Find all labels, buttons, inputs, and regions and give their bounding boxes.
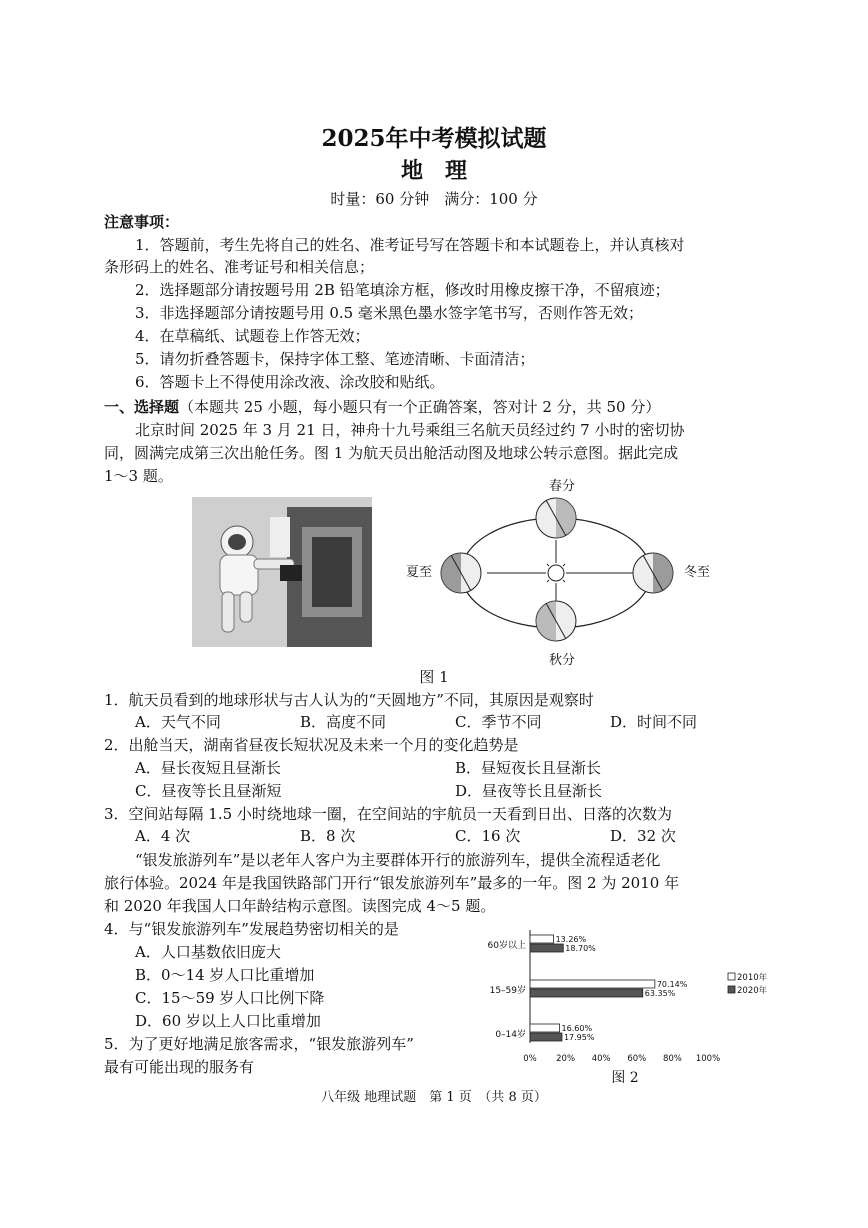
- data-label: 18.70%: [565, 944, 596, 953]
- question-2-option-a: A．昼长夜短且昼渐长: [135, 759, 281, 777]
- population-age-chart: [470, 925, 770, 1090]
- question-5-stem: 5．为了更好地满足旅客需求，“银发旅游列车”: [104, 1035, 414, 1053]
- label-spring: 春分: [549, 479, 576, 494]
- bar-2020年: [530, 989, 643, 997]
- intro-paragraph: 1～3 题。: [104, 467, 173, 485]
- x-tick-label: 100%: [695, 1054, 721, 1064]
- label-winter: 冬至: [684, 565, 711, 580]
- question-3-option-b: B．8 次: [300, 827, 356, 845]
- question-1-stem: 1．航天员看到的地球形状与古人认为的“天圆地方”不同，其原因是观察时: [104, 691, 594, 709]
- question-1-option-a: A．天气不同: [135, 713, 221, 731]
- label-autumn: 秋分: [549, 653, 576, 668]
- question-2-option-d: D．昼夜等长且昼渐长: [455, 782, 603, 800]
- question-1-option-b: B．高度不同: [300, 713, 387, 731]
- x-tick-label: 0%: [523, 1054, 537, 1064]
- sun-icon: [543, 560, 569, 586]
- category-label: 60岁以上: [487, 941, 526, 951]
- earth-summer-icon: [441, 553, 481, 593]
- data-label: 16.60%: [561, 1024, 593, 1033]
- notice-item: 4．在草稿纸、试题卷上作答无效；: [135, 327, 370, 345]
- section-heading-desc: （本题共 25 小题，每小题只有一个正确答案，答对计 2 分，共 50 分）: [179, 398, 661, 416]
- notice-item: 1．答题前，考生先将自己的姓名、准考证号写在答题卡和本试题卷上，并认真核对: [135, 236, 685, 254]
- astronaut-illustration: [192, 497, 372, 647]
- notice-item: 6．答题卡上不得使用涂改液、涂改胶和贴纸。: [135, 373, 445, 391]
- figure2-caption: 图 2: [611, 1070, 639, 1086]
- notice-item: 2．选择题部分请按题号用 2B 铅笔填涂方框，修改时用橡皮擦干净，不留痕迹；: [135, 281, 670, 299]
- bar-2020年: [530, 944, 563, 952]
- question-3-option-d: D．32 次: [610, 827, 676, 845]
- question-4-option-d: D．60 岁以上人口比重增加: [135, 1012, 321, 1030]
- question-3-option-a: A．4 次: [135, 827, 191, 845]
- data-label: 13.26%: [555, 935, 587, 944]
- intro-paragraph: 北京时间 2025 年 3 月 21 日，神舟十九号乘组三名航天员经过约 7 小时的密切协: [135, 421, 685, 439]
- question-2-option-c: C．昼夜等长且昼渐短: [135, 782, 282, 800]
- question-2-option-b: B．昼短夜长且昼渐长: [455, 759, 602, 777]
- section-heading: [104, 396, 660, 418]
- intro-paragraph: 同，圆满完成第三次出舱任务。图 1 为航天员出舱活动图及地球公转示意图。据此完成: [104, 444, 679, 462]
- question-3-stem: 3．空间站每隔 1.5 小时绕地球一圈，在空间站的宇航员一天看到日出、日落的次数为: [104, 805, 672, 823]
- subject-title: 地 理: [400, 158, 467, 184]
- earth-winter-icon: [633, 553, 673, 593]
- data-label: 17.95%: [563, 1033, 595, 1042]
- section-heading-label: 一、选择题: [104, 398, 180, 416]
- question-4-option-b: B．0～14 岁人口比重增加: [135, 966, 315, 984]
- question-2-stem: 2．出舱当天，湖南省昼夜长短状况及未来一个月的变化趋势是: [104, 736, 519, 754]
- question-4-option-c: C．15～59 岁人口比例下降: [135, 989, 325, 1007]
- category-label: 15–59岁: [489, 986, 526, 996]
- data-label: 70.14%: [656, 980, 688, 989]
- label-summer: 夏至: [406, 565, 433, 580]
- bar-2020年: [530, 1033, 562, 1041]
- notice-item: 3．非选择题部分请按题号用 0.5 毫米黑色墨水签字笔书写，否则作答无效；: [135, 304, 643, 322]
- earth-autumn-icon: [536, 601, 576, 641]
- intro2-paragraph: 旅行体验。2024 年是我国铁路部门开行“银发旅游列车”最多的一年。图 2 为 2010 年: [104, 874, 680, 892]
- legend-label: 2020年: [737, 986, 768, 996]
- question-3-option-c: C．16 次: [455, 827, 521, 845]
- figure1-caption: 图 1: [419, 668, 449, 686]
- page-footer: 八年级 地理试题 第 1 页 （共 8 页）: [321, 1090, 547, 1105]
- earth-orbit-diagram: [400, 478, 730, 668]
- intro2-paragraph: 和 2020 年我国人口年龄结构示意图。读图完成 4～5 题。: [104, 897, 496, 915]
- question-1-option-d: D．时间不同: [610, 713, 698, 731]
- x-tick-label: 40%: [591, 1054, 611, 1064]
- intro2-paragraph: “银发旅游列车”是以老年人客户为主要群体开行的旅游列车，提供全流程适老化: [135, 851, 661, 869]
- data-label: 63.35%: [644, 989, 676, 998]
- question-4-stem: 4．与“银发旅游列车”发展趋势密切相关的是: [104, 920, 399, 938]
- earth-spring-icon: [536, 498, 576, 538]
- bar-2010年: [530, 980, 655, 988]
- notice-item: 条形码上的姓名、准考证号和相关信息；: [104, 258, 375, 276]
- notice-item: 5．请勿折叠答题卡，保持字体工整、笔迹清晰、卡面清洁；: [135, 350, 535, 368]
- legend-label: 2010年: [737, 973, 768, 983]
- x-tick-label: 20%: [556, 1054, 576, 1064]
- question-4-option-a: A．人口基数依旧庞大: [135, 943, 281, 961]
- legend-swatch: [728, 973, 735, 980]
- question-1-option-c: C．季节不同: [455, 713, 542, 731]
- legend-swatch: [728, 986, 735, 993]
- notice-heading: 注意事项：: [104, 213, 180, 231]
- time-info: 时量：60 分钟 满分：100 分: [330, 190, 538, 208]
- question-5-stem-cont: 最有可能出现的服务有: [104, 1058, 255, 1076]
- bar-2010年: [530, 1024, 560, 1032]
- astronaut-photo: [192, 497, 372, 647]
- bar-2010年: [530, 935, 554, 943]
- x-tick-label: 80%: [662, 1054, 682, 1064]
- category-label: 0–14岁: [495, 1030, 526, 1040]
- exam-title: 2025年中考模拟试题: [321, 125, 547, 152]
- x-tick-label: 60%: [627, 1054, 647, 1064]
